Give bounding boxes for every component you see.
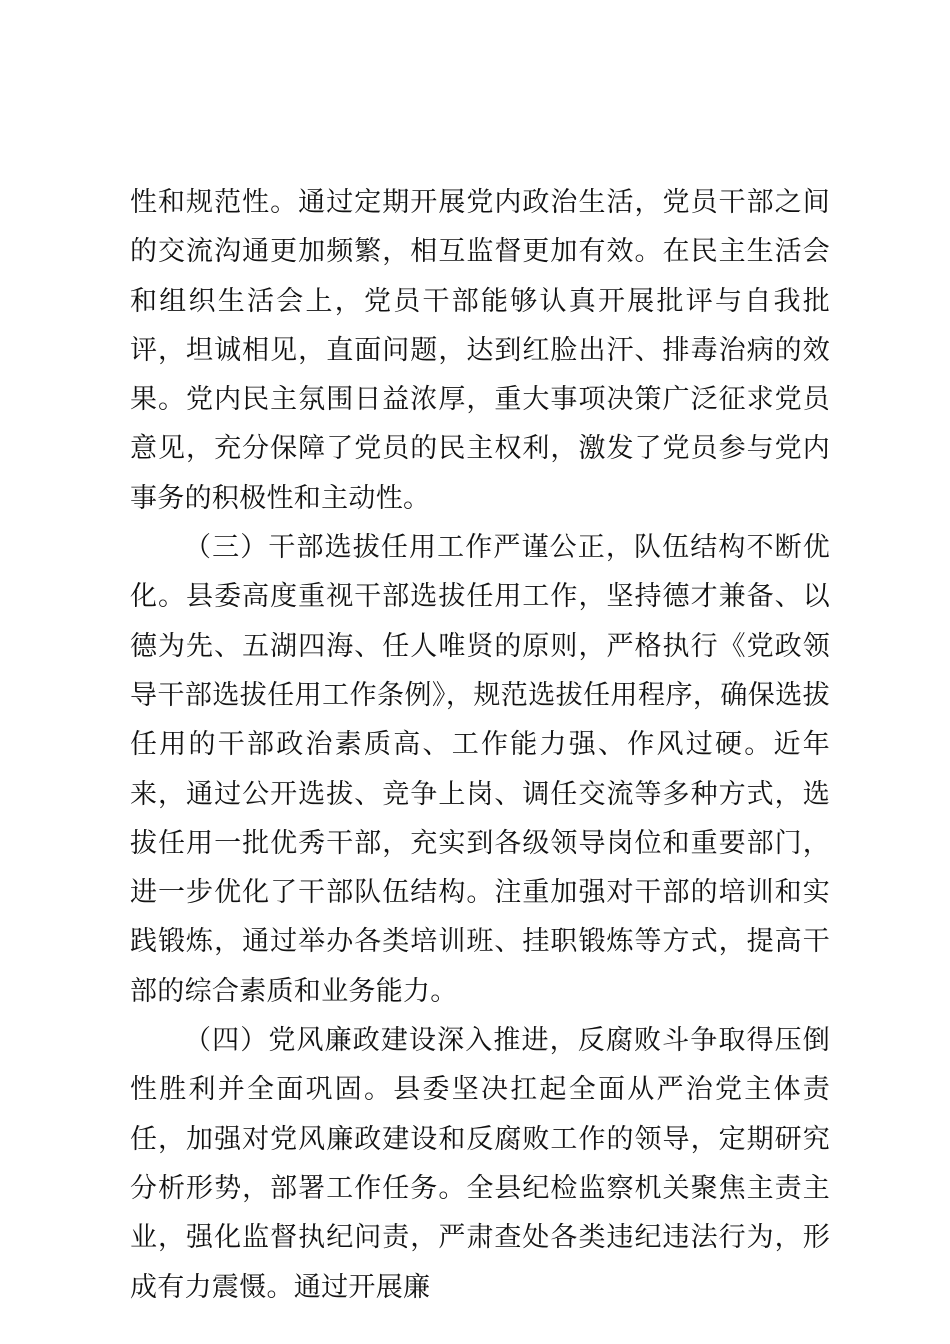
paragraph-section-3: （三）干部选拔任用工作严谨公正，队伍结构不断优化。县委高度重视干部选拔任用工作，坚持德才兼备、以德为先、五湖四海、任人唯贤的原则，严格执行《党政领导干部选拔任用工作条例》，规范选拔任用程序，确保选拔任用的干部政治素质高、工作能力强、作风过硬。近年来，通过公开选拔、竞争上岗、调任交流等多种方式，选拔任用一批优秀干部，充实到各级领导岗位和重要部门，进一步优化了干部队伍结构。注重加强对干部的培训和实践锻炼，通过举办各类培训班、挂职锻炼等方式，提高干部的综合素质和业务能力。	[130, 532, 830, 1007]
paragraph-section-4: （四）党风廉政建设深入推进，反腐败斗争取得压倒性胜利并全面巩固。县委坚决扛起全面从严治党主体责任，加强对党风廉政建设和反腐败工作的领导，定期研究分析形势，部署工作任务。全县纪检监察机关聚焦主责主业，强化监督执纪问责，严肃查处各类违纪违法行为，形成有力震慑。通过开展廉	[130, 1025, 830, 1303]
paragraph-continuation: 性和规范性。通过定期开展党内政治生活，党员干部之间的交流沟通更加频繁，相互监督更加有效。在民主生活会和组织生活会上，党员干部能够认真开展批评与自我批评，坦诚相见，直面问题，达到红脸出汗、排毒治病的效果。党内民主氛围日益浓厚，重大事项决策广泛征求党员意见，充分保障了党员的民主权利，激发了党员参与党内事务的积极性和主动性。	[130, 187, 830, 514]
document-body	[130, 178, 830, 1312]
